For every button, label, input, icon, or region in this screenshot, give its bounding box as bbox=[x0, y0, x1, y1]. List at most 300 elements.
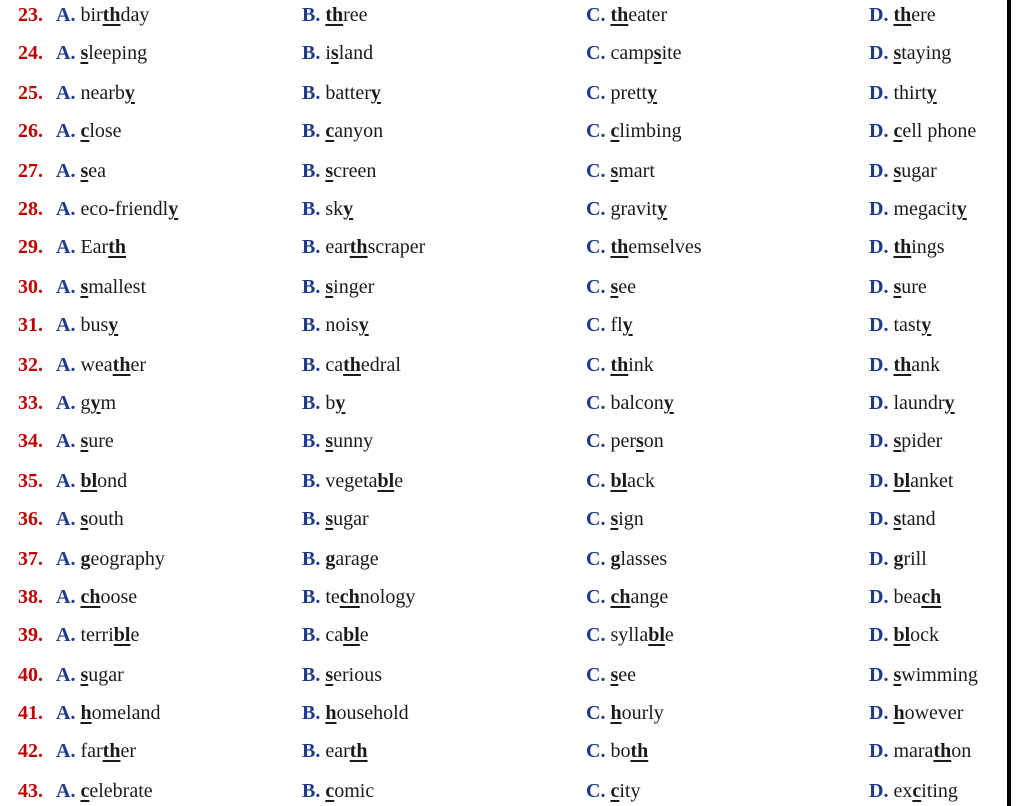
option-word: celebrate bbox=[80, 780, 153, 802]
underlined-sound: s bbox=[893, 430, 902, 452]
option-word: megacity bbox=[893, 198, 967, 220]
answer-option[interactable] bbox=[302, 232, 425, 262]
answer-option[interactable] bbox=[586, 544, 667, 574]
option-letter: B. bbox=[302, 548, 321, 570]
option-letter: C. bbox=[586, 508, 606, 530]
option-word: south bbox=[80, 508, 124, 530]
question-number: 24. bbox=[18, 42, 43, 64]
option-letter: A. bbox=[56, 276, 76, 298]
option-word: blanket bbox=[893, 470, 954, 492]
option-word: balcony bbox=[610, 392, 674, 414]
answer-option[interactable] bbox=[586, 736, 648, 766]
underlined-sound: bl bbox=[80, 470, 98, 492]
option-word: earth bbox=[325, 740, 368, 762]
answer-option[interactable] bbox=[869, 232, 945, 262]
option-word: sea bbox=[80, 160, 107, 182]
underlined-sound: s bbox=[610, 508, 619, 530]
answer-option[interactable] bbox=[302, 194, 353, 224]
option-letter: B. bbox=[302, 198, 321, 220]
answer-option[interactable] bbox=[302, 582, 415, 612]
option-word: three bbox=[325, 4, 368, 26]
option-word: choose bbox=[80, 586, 138, 608]
option-word: sunny bbox=[325, 430, 374, 452]
option-word: gym bbox=[80, 392, 117, 414]
underlined-sound: s bbox=[80, 508, 89, 530]
underlined-sound: s bbox=[325, 430, 334, 452]
answer-option[interactable] bbox=[869, 426, 942, 456]
question-number: 29. bbox=[18, 236, 43, 258]
underlined-sound: y bbox=[358, 314, 369, 336]
option-letter: A. bbox=[56, 470, 76, 492]
answer-option[interactable] bbox=[869, 504, 936, 534]
underlined-sound: c bbox=[80, 780, 90, 802]
answer-option[interactable] bbox=[56, 0, 149, 30]
option-letter: D. bbox=[869, 508, 889, 530]
answer-option[interactable] bbox=[586, 272, 636, 302]
option-letter: A. bbox=[56, 198, 76, 220]
underlined-sound: ch bbox=[610, 586, 631, 608]
answer-option[interactable] bbox=[586, 388, 674, 418]
underlined-sound: g bbox=[893, 548, 904, 570]
option-word: glasses bbox=[610, 548, 668, 570]
question-row bbox=[0, 582, 1011, 612]
option-word: birthday bbox=[80, 4, 150, 26]
answer-option[interactable] bbox=[56, 698, 160, 728]
answer-option[interactable] bbox=[302, 272, 374, 302]
answer-option[interactable] bbox=[586, 232, 702, 262]
answer-option[interactable] bbox=[56, 426, 114, 456]
answer-option[interactable] bbox=[56, 582, 137, 612]
answer-option[interactable] bbox=[302, 426, 373, 456]
underlined-sound: s bbox=[325, 160, 334, 182]
answer-option[interactable] bbox=[56, 156, 106, 186]
option-letter: C. bbox=[586, 470, 606, 492]
underlined-sound: s bbox=[330, 42, 339, 64]
answer-option[interactable] bbox=[302, 350, 401, 380]
underlined-sound: g bbox=[610, 548, 621, 570]
answer-option[interactable] bbox=[56, 736, 136, 766]
underlined-sound: th bbox=[102, 4, 121, 26]
option-letter: B. bbox=[302, 160, 321, 182]
underlined-sound: ch bbox=[80, 586, 101, 608]
answer-option[interactable] bbox=[302, 698, 409, 728]
option-word: sure bbox=[893, 276, 927, 298]
answer-option[interactable] bbox=[56, 660, 124, 690]
answer-option[interactable] bbox=[869, 660, 978, 690]
question-row bbox=[0, 504, 1011, 534]
answer-option[interactable] bbox=[56, 232, 126, 262]
question-number: 34. bbox=[18, 430, 43, 452]
option-letter: A. bbox=[56, 664, 76, 686]
option-word: canyon bbox=[325, 120, 384, 142]
option-letter: A. bbox=[56, 160, 76, 182]
option-word: thank bbox=[893, 354, 941, 376]
answer-option[interactable] bbox=[56, 620, 139, 650]
option-word: comic bbox=[325, 780, 375, 802]
question-row bbox=[0, 38, 1011, 68]
option-letter: D. bbox=[869, 236, 889, 258]
option-word: beach bbox=[893, 586, 942, 608]
option-word: black bbox=[610, 470, 655, 492]
answer-option[interactable] bbox=[56, 116, 122, 146]
option-word: cell phone bbox=[893, 120, 977, 142]
option-word: swimming bbox=[893, 664, 978, 686]
question-number: 38. bbox=[18, 586, 43, 608]
underlined-sound: g bbox=[325, 548, 336, 570]
answer-option[interactable] bbox=[302, 660, 382, 690]
underlined-sound: s bbox=[653, 42, 662, 64]
question-number: 33. bbox=[18, 392, 43, 414]
underlined-sound: th bbox=[610, 236, 629, 258]
option-word: singer bbox=[325, 276, 375, 298]
option-word: there bbox=[893, 4, 936, 26]
option-letter: A. bbox=[56, 392, 76, 414]
underlined-sound: y bbox=[956, 198, 967, 220]
option-word: sign bbox=[610, 508, 644, 530]
option-word: marathon bbox=[893, 740, 972, 762]
answer-option[interactable] bbox=[56, 272, 146, 302]
answer-option[interactable] bbox=[586, 194, 667, 224]
option-letter: A. bbox=[56, 120, 76, 142]
answer-option[interactable] bbox=[586, 0, 667, 30]
option-word: tasty bbox=[893, 314, 932, 336]
option-letter: B. bbox=[302, 586, 321, 608]
answer-option[interactable] bbox=[869, 156, 937, 186]
answer-option[interactable] bbox=[302, 504, 369, 534]
option-letter: C. bbox=[586, 42, 606, 64]
answer-option[interactable] bbox=[586, 78, 657, 108]
option-word: sleeping bbox=[80, 42, 148, 64]
option-word: sugar bbox=[325, 508, 369, 530]
option-letter: D. bbox=[869, 120, 889, 142]
underlined-sound: th bbox=[108, 236, 127, 258]
question-row bbox=[0, 272, 1011, 302]
option-word: themselves bbox=[610, 236, 702, 258]
option-word: hourly bbox=[610, 702, 664, 724]
option-word: syllable bbox=[610, 624, 674, 646]
option-word: serious bbox=[325, 664, 383, 686]
underlined-sound: th bbox=[349, 236, 368, 258]
question-number: 36. bbox=[18, 508, 43, 530]
underlined-sound: y bbox=[108, 314, 119, 336]
answer-option[interactable] bbox=[56, 194, 178, 224]
option-word: geography bbox=[80, 548, 165, 570]
answer-option[interactable] bbox=[586, 776, 640, 806]
option-letter: D. bbox=[869, 314, 889, 336]
option-letter: B. bbox=[302, 4, 321, 26]
underlined-sound: bl bbox=[377, 470, 395, 492]
question-row bbox=[0, 776, 1011, 806]
question-row bbox=[0, 78, 1011, 108]
underlined-sound: th bbox=[349, 740, 368, 762]
underlined-sound: y bbox=[622, 314, 633, 336]
option-letter: D. bbox=[869, 780, 889, 802]
question-row bbox=[0, 388, 1011, 418]
option-word: terrible bbox=[80, 624, 140, 646]
answer-option[interactable] bbox=[302, 466, 403, 496]
option-letter: C. bbox=[586, 392, 606, 414]
question-number: 35. bbox=[18, 470, 43, 492]
underlined-sound: c bbox=[893, 120, 903, 142]
option-word: close bbox=[80, 120, 122, 142]
option-word: battery bbox=[325, 82, 381, 104]
option-word: smart bbox=[610, 160, 655, 182]
underlined-sound: th bbox=[630, 740, 649, 762]
option-word: see bbox=[610, 664, 637, 686]
option-letter: A. bbox=[56, 236, 76, 258]
option-letter: C. bbox=[586, 354, 606, 376]
option-word: grill bbox=[893, 548, 927, 570]
option-word: thirty bbox=[893, 82, 937, 104]
underlined-sound: h bbox=[325, 702, 337, 724]
option-word: weather bbox=[80, 354, 146, 376]
option-word: noisy bbox=[325, 314, 369, 336]
answer-option[interactable] bbox=[869, 582, 941, 612]
option-letter: A. bbox=[56, 430, 76, 452]
answer-option[interactable] bbox=[869, 776, 958, 806]
underlined-sound: y bbox=[168, 198, 179, 220]
option-letter: D. bbox=[869, 42, 889, 64]
option-word: campsite bbox=[610, 42, 682, 64]
option-letter: D. bbox=[869, 470, 889, 492]
option-letter: A. bbox=[56, 586, 76, 608]
underlined-sound: th bbox=[933, 740, 952, 762]
option-letter: B. bbox=[302, 392, 321, 414]
answer-option[interactable] bbox=[869, 0, 936, 30]
answer-option[interactable] bbox=[56, 38, 147, 68]
answer-option[interactable] bbox=[869, 272, 927, 302]
question-number: 40. bbox=[18, 664, 43, 686]
underlined-sound: y bbox=[647, 82, 658, 104]
option-letter: C. bbox=[586, 276, 606, 298]
answer-option[interactable] bbox=[586, 116, 682, 146]
option-word: staying bbox=[893, 42, 952, 64]
option-letter: C. bbox=[586, 314, 606, 336]
question-row bbox=[0, 232, 1011, 262]
answer-option[interactable] bbox=[586, 310, 633, 340]
option-word: climbing bbox=[610, 120, 682, 142]
underlined-sound: s bbox=[610, 664, 619, 686]
question-number: 28. bbox=[18, 198, 43, 220]
answer-option[interactable] bbox=[302, 310, 369, 340]
answer-option[interactable] bbox=[586, 38, 682, 68]
option-letter: D. bbox=[869, 82, 889, 104]
option-word: eco-friendly bbox=[80, 198, 179, 220]
answer-option[interactable] bbox=[586, 698, 664, 728]
underlined-sound: y bbox=[657, 198, 668, 220]
question-number: 37. bbox=[18, 548, 43, 570]
answer-option[interactable] bbox=[869, 38, 951, 68]
underlined-sound: th bbox=[610, 354, 629, 376]
underlined-sound: s bbox=[893, 276, 902, 298]
option-letter: D. bbox=[869, 198, 889, 220]
answer-option[interactable] bbox=[586, 582, 668, 612]
underlined-sound: th bbox=[112, 354, 131, 376]
answer-option[interactable] bbox=[586, 504, 644, 534]
answer-option[interactable] bbox=[586, 466, 655, 496]
option-letter: C. bbox=[586, 430, 606, 452]
underlined-sound: y bbox=[944, 392, 955, 414]
option-letter: A. bbox=[56, 42, 76, 64]
answer-option[interactable] bbox=[302, 388, 345, 418]
underlined-sound: c bbox=[610, 120, 620, 142]
option-letter: A. bbox=[56, 82, 76, 104]
answer-option[interactable] bbox=[869, 466, 953, 496]
underlined-sound: y bbox=[90, 392, 101, 414]
option-word: sure bbox=[80, 430, 114, 452]
option-letter: A. bbox=[56, 314, 76, 336]
option-letter: C. bbox=[586, 624, 606, 646]
underlined-sound: s bbox=[893, 42, 902, 64]
option-letter: C. bbox=[586, 236, 606, 258]
option-word: sky bbox=[325, 198, 354, 220]
option-letter: D. bbox=[869, 586, 889, 608]
answer-option[interactable] bbox=[302, 0, 368, 30]
option-word: city bbox=[610, 780, 641, 802]
underlined-sound: c bbox=[325, 120, 335, 142]
answer-option[interactable] bbox=[869, 736, 971, 766]
answer-option[interactable] bbox=[869, 698, 963, 728]
underlined-sound: bl bbox=[343, 624, 360, 646]
answer-option[interactable] bbox=[586, 156, 655, 186]
answer-option[interactable] bbox=[56, 544, 165, 574]
underlined-sound: y bbox=[335, 392, 346, 414]
option-letter: B. bbox=[302, 508, 321, 530]
option-word: both bbox=[610, 740, 649, 762]
question-row bbox=[0, 426, 1011, 456]
option-word: cathedral bbox=[325, 354, 401, 376]
underlined-sound: th bbox=[102, 740, 121, 762]
option-word: earthscraper bbox=[325, 236, 426, 258]
answer-option[interactable] bbox=[56, 504, 124, 534]
underlined-sound: th bbox=[893, 354, 912, 376]
underlined-sound: y bbox=[124, 82, 135, 104]
option-letter: B. bbox=[302, 780, 321, 802]
answer-option[interactable] bbox=[869, 194, 967, 224]
question-row bbox=[0, 0, 1011, 30]
option-word: Earth bbox=[80, 236, 127, 258]
answer-option[interactable] bbox=[586, 426, 664, 456]
option-letter: A. bbox=[56, 354, 76, 376]
underlined-sound: s bbox=[325, 664, 334, 686]
answer-option[interactable] bbox=[56, 310, 118, 340]
option-word: theater bbox=[610, 4, 668, 26]
answer-option[interactable] bbox=[302, 736, 368, 766]
option-word: nearby bbox=[80, 82, 135, 104]
option-word: farther bbox=[80, 740, 136, 762]
option-letter: A. bbox=[56, 702, 76, 724]
option-word: garage bbox=[325, 548, 379, 570]
answer-option[interactable] bbox=[56, 78, 135, 108]
option-word: sugar bbox=[80, 664, 124, 686]
option-word: by bbox=[325, 392, 346, 414]
underlined-sound: s bbox=[893, 664, 902, 686]
option-word: blond bbox=[80, 470, 128, 492]
underlined-sound: th bbox=[343, 354, 361, 376]
question-row bbox=[0, 156, 1011, 186]
underlined-sound: s bbox=[893, 160, 902, 182]
option-word: change bbox=[610, 586, 669, 608]
answer-option[interactable] bbox=[586, 350, 654, 380]
option-word: household bbox=[325, 702, 409, 724]
option-letter: D. bbox=[869, 4, 889, 26]
answer-option[interactable] bbox=[302, 156, 376, 186]
answer-option[interactable] bbox=[869, 350, 940, 380]
question-row bbox=[0, 116, 1011, 146]
answer-option[interactable] bbox=[302, 78, 381, 108]
option-word: fly bbox=[610, 314, 633, 336]
answer-option[interactable] bbox=[586, 660, 636, 690]
option-letter: D. bbox=[869, 354, 889, 376]
option-letter: B. bbox=[302, 42, 321, 64]
underlined-sound: ch bbox=[921, 586, 942, 608]
option-letter: B. bbox=[302, 120, 321, 142]
underlined-sound: bl bbox=[893, 470, 911, 492]
answer-option[interactable] bbox=[869, 116, 976, 146]
option-letter: B. bbox=[302, 430, 321, 452]
option-letter: C. bbox=[586, 4, 606, 26]
underlined-sound: c bbox=[610, 780, 620, 802]
answer-option[interactable] bbox=[56, 350, 146, 380]
answer-option[interactable] bbox=[56, 776, 153, 806]
underlined-sound: th bbox=[610, 4, 629, 26]
option-letter: D. bbox=[869, 392, 889, 414]
underlined-sound: y bbox=[926, 82, 937, 104]
option-letter: D. bbox=[869, 276, 889, 298]
option-word: cable bbox=[325, 624, 369, 646]
option-letter: B. bbox=[302, 314, 321, 336]
underlined-sound: y bbox=[663, 392, 674, 414]
answer-option[interactable] bbox=[869, 620, 939, 650]
answer-option[interactable] bbox=[586, 620, 674, 650]
answer-option[interactable] bbox=[56, 466, 127, 496]
answer-option[interactable] bbox=[302, 116, 383, 146]
underlined-sound: th bbox=[325, 4, 344, 26]
underlined-sound: s bbox=[325, 508, 334, 530]
underlined-sound: h bbox=[610, 702, 622, 724]
option-word: screen bbox=[325, 160, 377, 182]
answer-option[interactable] bbox=[56, 388, 116, 418]
question-number: 43. bbox=[18, 780, 43, 802]
answer-option[interactable] bbox=[869, 544, 927, 574]
question-number: 27. bbox=[18, 160, 43, 182]
answer-option[interactable] bbox=[302, 38, 373, 68]
answer-option[interactable] bbox=[869, 78, 937, 108]
option-word: technology bbox=[325, 586, 416, 608]
option-word: island bbox=[325, 42, 374, 64]
option-word: stand bbox=[893, 508, 936, 530]
option-letter: C. bbox=[586, 586, 606, 608]
option-word: things bbox=[893, 236, 945, 258]
answer-option[interactable] bbox=[302, 544, 379, 574]
answer-option[interactable] bbox=[302, 776, 374, 806]
option-letter: B. bbox=[302, 702, 321, 724]
question-number: 41. bbox=[18, 702, 43, 724]
option-letter: C. bbox=[586, 702, 606, 724]
option-letter: D. bbox=[869, 702, 889, 724]
option-letter: B. bbox=[302, 740, 321, 762]
underlined-sound: s bbox=[80, 430, 89, 452]
answer-option[interactable] bbox=[869, 310, 931, 340]
option-letter: C. bbox=[586, 780, 606, 802]
underlined-sound: c bbox=[325, 780, 335, 802]
answer-option[interactable] bbox=[302, 620, 369, 650]
option-word: smallest bbox=[80, 276, 147, 298]
option-letter: C. bbox=[586, 82, 606, 104]
answer-option[interactable] bbox=[869, 388, 955, 418]
option-letter: C. bbox=[586, 548, 606, 570]
question-row bbox=[0, 698, 1011, 728]
